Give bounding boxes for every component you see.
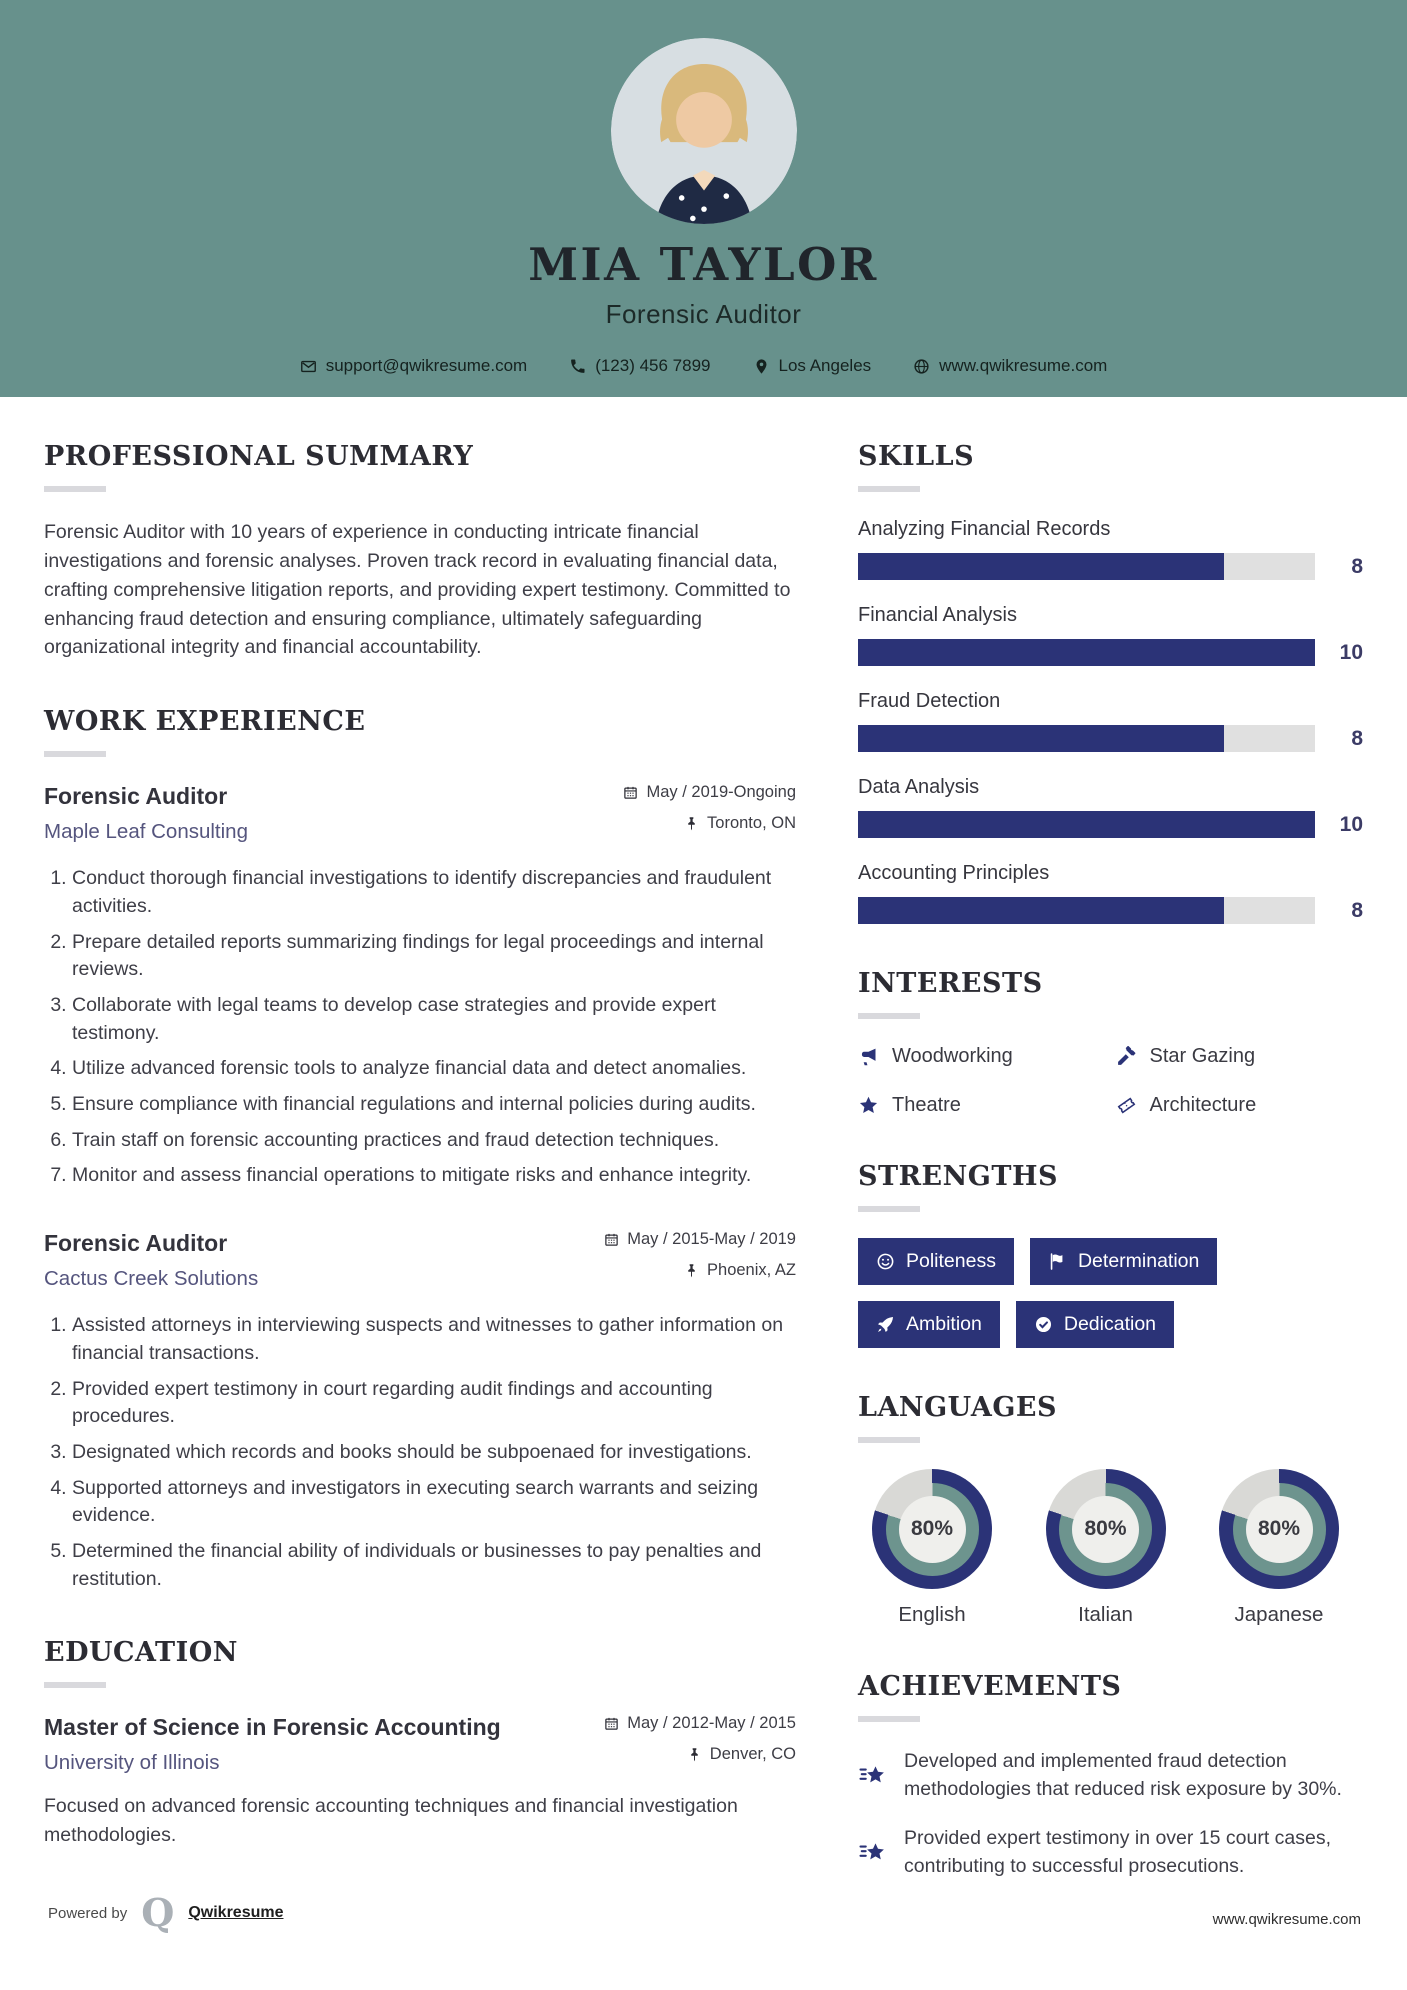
strength-pill xyxy=(858,1238,1014,1285)
job-location: Toronto, ON xyxy=(707,814,796,833)
right-column xyxy=(858,441,1363,1925)
job-bullet: 2. Prepare detailed reports summarizing findings for legal proceedings and internal reviews. xyxy=(72,929,796,984)
skill-bar-fill xyxy=(858,725,1224,752)
job-title-block xyxy=(44,783,248,844)
education-description: Focused on advanced forensic accounting techniques and financial investigation methodologies. xyxy=(44,1795,738,1846)
language-item xyxy=(858,1469,1006,1627)
job-location-line xyxy=(604,1261,796,1280)
work-heading: WORK EXPERIENCE xyxy=(44,706,366,738)
skill-value: 8 xyxy=(1351,726,1363,750)
footer-site-url: www.qwikresume.com xyxy=(1212,1911,1361,1928)
skill-bar-track xyxy=(858,553,1315,580)
job-title: Forensic Auditor xyxy=(44,1230,228,1257)
strength-label: Ambition xyxy=(906,1313,982,1335)
job-date-line xyxy=(623,783,796,802)
skill-value: 10 xyxy=(1339,812,1363,836)
skills-section xyxy=(858,441,1363,924)
interest-label: Star Gazing xyxy=(1149,1045,1256,1067)
company-name: Maple Leaf Consulting xyxy=(44,820,248,844)
job-meta xyxy=(623,783,796,845)
star-icon xyxy=(858,1095,879,1116)
job-title: Forensic Auditor xyxy=(44,783,228,810)
qwikresume-link[interactable]: Qwikresume xyxy=(188,1904,284,1921)
skill-item xyxy=(858,776,1363,838)
strengths-list xyxy=(858,1238,1363,1348)
school-name: University of Illinois xyxy=(44,1751,220,1775)
skill-value: 8 xyxy=(1351,554,1363,578)
skill-bar xyxy=(858,553,1363,580)
strength-label: Determination xyxy=(1077,1250,1200,1272)
job-bullet: 5. Determined the financial ability of individuals or businesses to pay penalties and restitution. xyxy=(72,1538,796,1593)
heading-rule xyxy=(858,1206,920,1212)
skill-label: Fraud Detection xyxy=(858,690,1001,712)
job-bullet: 6. Train staff on forensic accounting practices and fraud detection techniques. xyxy=(72,1127,796,1155)
profile-photo xyxy=(611,38,797,224)
skill-label: Data Analysis xyxy=(858,776,980,798)
interest-item xyxy=(858,1045,1106,1068)
skill-bar-track xyxy=(858,897,1315,924)
interest-label: Architecture xyxy=(1149,1094,1257,1116)
resume-header xyxy=(0,0,1407,397)
heading-rule xyxy=(858,486,920,492)
strengths-section xyxy=(858,1161,1363,1348)
interest-item xyxy=(1116,1094,1364,1117)
skill-item xyxy=(858,690,1363,752)
language-donut xyxy=(1219,1469,1339,1589)
skill-label: Analyzing Financial Records xyxy=(858,518,1111,540)
job-header xyxy=(44,783,796,845)
skill-item xyxy=(858,604,1363,666)
footer-powered-by xyxy=(48,1890,284,1935)
job-date-line xyxy=(604,1230,796,1249)
calendar-icon xyxy=(604,1232,619,1247)
language-donut xyxy=(872,1469,992,1589)
achievement-item xyxy=(858,1748,1363,1803)
language-percent: 80% xyxy=(1072,1496,1139,1563)
professional-summary-section xyxy=(44,441,796,662)
skill-bar xyxy=(858,897,1363,924)
achievements-list xyxy=(858,1748,1363,1881)
skill-bar-track xyxy=(858,725,1315,752)
job-bullet: 5. Ensure compliance with financial regulations and internal policies during audits. xyxy=(72,1091,796,1119)
job-title-block xyxy=(44,1230,258,1291)
contact-text: (123) 456 7899 xyxy=(595,356,711,375)
rocket-icon xyxy=(876,1315,895,1334)
job-date: May / 2019-Ongoing xyxy=(646,783,796,802)
skill-bar-fill xyxy=(858,553,1224,580)
candidate-name: MIA TAYLOR xyxy=(528,238,879,291)
achievement-text: Developed and implemented fraud detection methodologies that reduced risk exposure by 30%. xyxy=(904,1750,1342,1800)
language-donut xyxy=(1046,1469,1166,1589)
achievement-item xyxy=(858,1825,1363,1880)
achievements-section xyxy=(858,1671,1363,1881)
language-label: English xyxy=(898,1603,966,1626)
job-bullet: 7. Monitor and assess financial operations to mitigate risks and enhance integrity. xyxy=(72,1162,796,1190)
contact-item[interactable] xyxy=(300,356,528,376)
skill-item xyxy=(858,518,1363,580)
language-percent: 80% xyxy=(1246,1496,1313,1563)
interests-section xyxy=(858,968,1363,1117)
education-entry xyxy=(44,1714,796,1849)
location-icon xyxy=(753,358,770,375)
interests-list xyxy=(858,1045,1363,1117)
candidate-title: Forensic Auditor xyxy=(605,299,802,329)
skill-bar xyxy=(858,639,1363,666)
language-item xyxy=(1205,1469,1353,1627)
contact-text: www.qwikresume.com xyxy=(939,356,1108,375)
smiley-icon xyxy=(876,1252,895,1271)
job-bullet: 2. Provided expert testimony in court regarding audit findings and accounting procedures. xyxy=(72,1376,796,1431)
heading-rule xyxy=(44,1682,106,1688)
gavel-icon xyxy=(1116,1046,1137,1067)
job-date: May / 2015-May / 2019 xyxy=(627,1230,796,1249)
heading-rule xyxy=(44,751,106,757)
skill-bar-fill xyxy=(858,639,1315,666)
education-heading: EDUCATION xyxy=(44,1637,238,1669)
strengths-heading: STRENGTHS xyxy=(858,1161,1058,1192)
summary-heading: PROFESSIONAL SUMMARY xyxy=(44,441,474,472)
language-label: Japanese xyxy=(1234,1603,1324,1626)
left-column xyxy=(44,441,796,1925)
languages-heading: LANGUAGES xyxy=(858,1392,1057,1423)
skill-item xyxy=(858,862,1363,924)
skill-value: 8 xyxy=(1351,898,1363,922)
contact-item xyxy=(569,356,710,376)
strength-pill xyxy=(1030,1238,1217,1285)
skill-value: 10 xyxy=(1339,640,1363,664)
pushpin-icon xyxy=(684,1263,699,1278)
skill-bar-fill xyxy=(858,811,1315,838)
skill-bar-track xyxy=(858,639,1315,666)
skills-heading: SKILLS xyxy=(858,441,975,472)
contact-item[interactable] xyxy=(913,356,1107,376)
job-meta xyxy=(604,1230,796,1292)
work-experience-section xyxy=(44,706,796,1593)
phone-icon xyxy=(569,358,586,375)
interests-heading: INTERESTS xyxy=(858,968,1043,999)
education-section xyxy=(44,1637,796,1849)
contact-item xyxy=(753,356,872,376)
globe-icon xyxy=(913,358,930,375)
qwikresume-logo-icon: Q xyxy=(141,1890,175,1935)
contact-text: support@qwikresume.com xyxy=(325,356,528,375)
pushpin-icon xyxy=(687,1747,702,1762)
strength-label: Dedication xyxy=(1063,1313,1157,1335)
job-bullet: 4. Utilize advanced forensic tools to analyze financial data and detect anomalies. xyxy=(72,1055,796,1083)
skills-list xyxy=(858,518,1363,924)
contact-row xyxy=(0,356,1407,376)
job-bullet: 1. Assisted attorneys in interviewing suspects and witnesses to gather information on financial transactions. xyxy=(72,1312,796,1367)
calendar-icon xyxy=(623,785,638,800)
languages-list xyxy=(858,1469,1363,1627)
job-bullet: 1. Conduct thorough financial investigations to identify discrepancies and fraudulent activities. xyxy=(72,865,796,920)
degree-title: Master of Science in Forensic Accounting xyxy=(44,1714,501,1741)
achievement-text: Provided expert testimony in over 15 court cases, contributing to successful prosecutions. xyxy=(904,1827,1332,1878)
heading-rule xyxy=(858,1437,920,1443)
calendar-icon xyxy=(604,1716,619,1731)
heading-rule xyxy=(44,486,106,492)
heading-rule xyxy=(858,1716,920,1722)
strength-pill xyxy=(858,1301,1000,1348)
skill-bar-track xyxy=(858,811,1315,838)
language-label: Italian xyxy=(1078,1603,1133,1626)
heading-rule xyxy=(858,1013,920,1019)
language-donut-inner-ring xyxy=(1059,1483,1152,1576)
ticket-icon xyxy=(1116,1095,1137,1116)
job-entry xyxy=(44,1230,796,1593)
celebration-star-icon xyxy=(858,1827,888,1880)
jobs-list xyxy=(44,783,796,1593)
job-location: Phoenix, AZ xyxy=(707,1261,796,1280)
job-bullet: 4. Supported attorneys and investigators in executing search warrants and seizing evidence. xyxy=(72,1475,796,1530)
skill-label: Accounting Principles xyxy=(858,862,1050,884)
strength-label: Politeness xyxy=(906,1250,996,1272)
megaphone-icon xyxy=(858,1046,879,1067)
interest-item xyxy=(1116,1045,1364,1068)
skill-bar xyxy=(858,725,1363,752)
content-columns xyxy=(0,397,1407,1925)
contact-text: Los Angeles xyxy=(778,356,872,375)
skill-bar-fill xyxy=(858,897,1224,924)
education-location: Denver, CO xyxy=(709,1745,796,1764)
skill-bar xyxy=(858,811,1363,838)
job-entry xyxy=(44,783,796,1190)
check-icon xyxy=(1034,1315,1053,1334)
education-date: May / 2012-May / 2015 xyxy=(627,1714,796,1733)
strength-pill xyxy=(1016,1301,1174,1348)
language-item xyxy=(1032,1469,1180,1627)
celebration-star-icon xyxy=(858,1750,888,1803)
job-bullet: 3. Designated which records and books should be subpoenaed for investigations. xyxy=(72,1439,796,1467)
interest-label: Woodworking xyxy=(892,1045,1013,1067)
interest-item xyxy=(858,1094,1106,1117)
mail-icon xyxy=(300,358,317,375)
language-donut-inner-ring xyxy=(886,1483,979,1576)
languages-section xyxy=(858,1392,1363,1627)
pushpin-icon xyxy=(684,816,699,831)
achievements-heading: ACHIEVEMENTS xyxy=(858,1671,1122,1702)
skill-label: Financial Analysis xyxy=(858,604,1017,626)
job-bullet-list xyxy=(44,865,796,1190)
interest-label: Theatre xyxy=(892,1094,961,1116)
summary-text: Forensic Auditor with 10 years of experience in conducting intricate financial investigations and forensic analyses. Proven track record in evaluating financial data, crafting comprehensive litigation reports, and providing expert testimony. Committed to enhancing fraud detection and ensuring compliance, ultimately safeguarding organizational integrity and financial accountability. xyxy=(44,521,791,659)
language-percent: 80% xyxy=(899,1496,966,1563)
job-bullet-list xyxy=(44,1312,796,1593)
job-header xyxy=(44,1230,796,1292)
powered-by-label: Powered by xyxy=(48,1904,128,1922)
job-bullet: 3. Collaborate with legal teams to develop case strategies and provide expert testimony. xyxy=(72,992,796,1047)
language-donut-inner-ring xyxy=(1233,1483,1326,1576)
flag-icon xyxy=(1048,1252,1067,1271)
job-location-line xyxy=(623,814,796,833)
company-name: Cactus Creek Solutions xyxy=(44,1267,259,1291)
